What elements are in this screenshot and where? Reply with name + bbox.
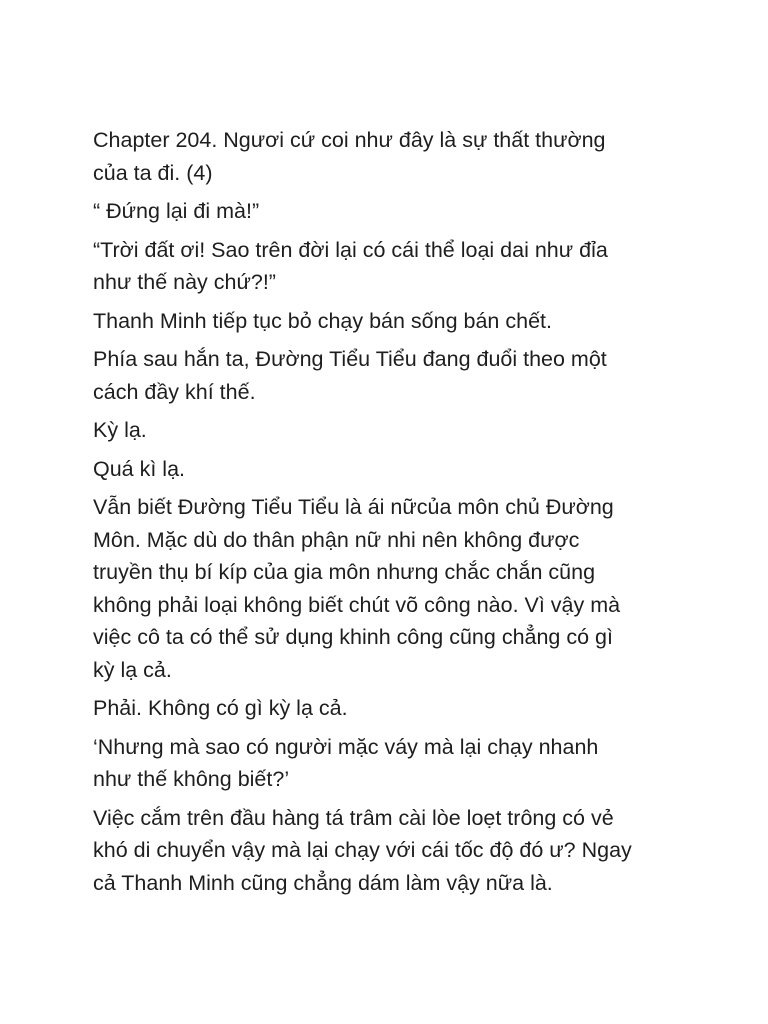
paragraph <box>93 802 693 900</box>
text-line: việc cô ta có thể sử dụng khinh công cũng chẳng có gì <box>93 625 613 649</box>
paragraph <box>93 453 693 486</box>
paragraph <box>93 414 693 447</box>
chapter-heading <box>93 124 693 189</box>
text-line: Vẫn biết Đường Tiểu Tiểu là ái nữcủa môn chủ Đường <box>93 495 614 519</box>
text-line: Thanh Minh tiếp tục bỏ chạy bán sống bán chết. <box>93 308 552 333</box>
text-line: như thế không biết?’ <box>93 767 290 791</box>
text-line: kỳ lạ cả. <box>93 657 172 682</box>
chapter-text <box>93 124 693 905</box>
text-line: Kỳ lạ. <box>93 418 147 442</box>
text-line: Phía sau hắn ta, Đường Tiểu Tiểu đang đuổi theo một <box>93 347 607 371</box>
paragraph <box>93 731 693 796</box>
text-line: cả Thanh Minh cũng chẳng dám làm vậy nữa là. <box>93 870 553 895</box>
text-line: Quá kì lạ. <box>93 456 186 481</box>
paragraph <box>93 491 693 686</box>
text-line: như thế này chứ?!” <box>93 270 276 294</box>
paragraph <box>93 343 693 408</box>
text-line: Việc cắm trên đầu hàng tá trâm cài lòe loẹt trông có vẻ <box>93 805 614 830</box>
text-line: truyền thụ bí kíp của gia môn nhưng chắc chắn cũng <box>93 560 596 584</box>
text-line: Phải. Không có gì kỳ lạ cả. <box>93 696 348 720</box>
text-line: của ta đi. (4) <box>93 160 213 185</box>
text-line: Chapter 204. Ngươi cứ coi như đây là sự thất thường <box>93 128 606 152</box>
paragraph <box>93 305 693 338</box>
text-line: không phải loại không biết chút võ công nào. Vì vậy mà <box>93 592 621 617</box>
paragraph <box>93 234 693 299</box>
paragraph <box>93 195 693 228</box>
text-line: “ Đứng lại đi mà!” <box>93 199 260 223</box>
text-line: khó di chuyển vậy mà lại chạy với cái tốc độ đó ư? Ngay <box>93 838 632 862</box>
text-line: Môn. Mặc dù do thân phận nữ nhi nên không được <box>93 527 580 552</box>
paragraph <box>93 692 693 725</box>
text-line: cách đầy khí thế. <box>93 379 256 404</box>
text-line: ‘Nhưng mà sao có người mặc váy mà lại chạy nhanh <box>93 734 599 759</box>
text-line: “Trời đất ơi! Sao trên đời lại có cái thể loại dai như đỉa <box>93 237 608 262</box>
